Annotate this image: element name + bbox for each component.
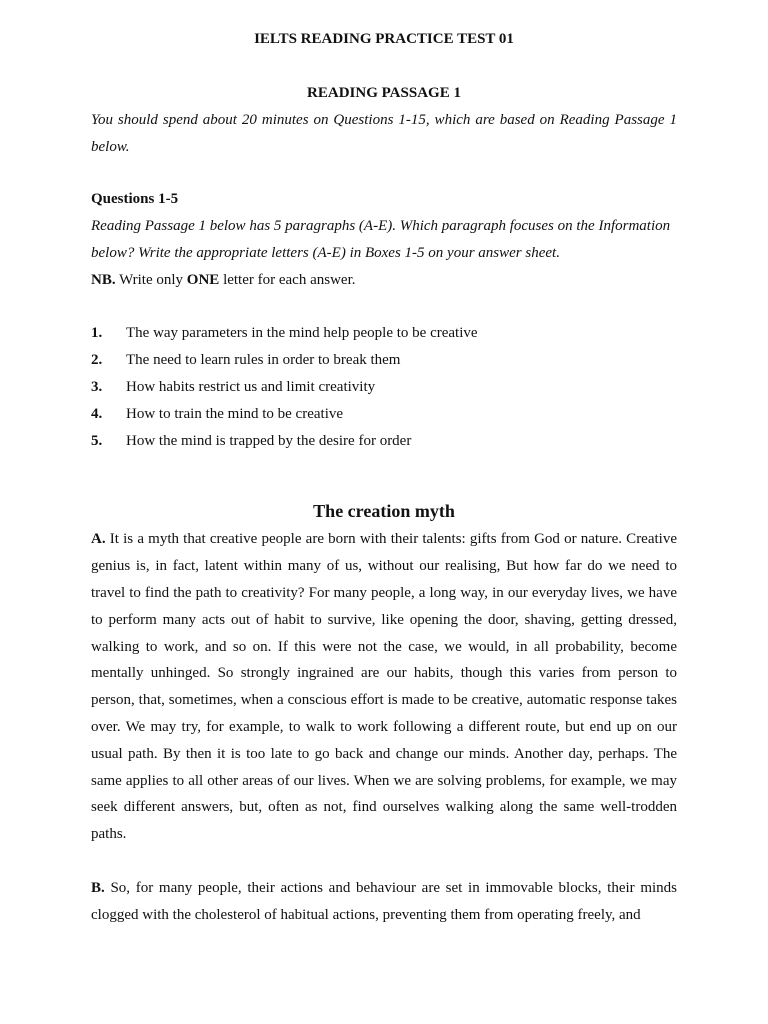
- nb-label: NB.: [91, 271, 116, 288]
- paragraph-text: It is a myth that creative people are born with their talents: gifts from God or nature. Creative genius is, in fact, latent within many of us, without our realising, But how far do we need to travel to find the path to creativity? For many people, a long way, in our everyday lives, we have to perform many acts out of habit to survive, like opening the door, shaving, getting dressed, walking to work, and so on. If this were not the case, we would, in all probability, become mentally unhinged. So strongly ingrained are our habits, though this varies from person to person, that, sometimes, when a conscious effort is made to be creative, automatic response takes over. We may try, for example, to walk to work following a different route, but end up on our usual path. By then it is too late to go back and change our minds. Another day, perhaps. The same applies to all other areas of our lives. When we are solving problems, for example, we may seek different answers, but, often as not, find ourselves walking along the same well-trodden paths.: [91, 531, 677, 843]
- passage-instructions: You should spend about 20 minutes on Questions 1-15, which are based on Reading Passage 1 below.: [91, 111, 677, 155]
- questions-heading: Questions 1-5: [91, 191, 179, 208]
- question-text: How to train the mind to be creative: [126, 405, 344, 422]
- paragraph-label: A.: [91, 531, 106, 548]
- passage-heading: READING PASSAGE 1: [307, 85, 461, 101]
- question-number: 4.: [91, 405, 103, 422]
- question-item: [91, 401, 677, 428]
- question-item: [91, 428, 677, 455]
- question-number: 1.: [91, 325, 103, 342]
- paragraph-label: B.: [91, 879, 105, 896]
- question-list: [91, 320, 677, 454]
- question-text: How habits restrict us and limit creativity: [126, 378, 376, 395]
- test-title: IELTS READING PRACTICE TEST 01: [254, 31, 514, 47]
- question-text: The need to learn rules in order to break them: [126, 352, 401, 369]
- question-item: [91, 320, 677, 347]
- paragraph-text: So, for many people, their actions and behaviour are set in immovable blocks, their minds clogged with the cholesterol of habitual actions, preventing them from operating freely, and: [91, 879, 677, 923]
- nb-note: [91, 267, 677, 294]
- paragraph-a: [91, 526, 677, 848]
- document-content: [91, 26, 677, 928]
- question-text: The way parameters in the mind help people to be creative: [126, 325, 478, 342]
- questions-instructions: Reading Passage 1 below has 5 paragraphs (A-E). Which paragraph focuses on the Information below? Write the appropriate letters (A-E) in Boxes 1-5 on your answer sheet.: [91, 218, 671, 261]
- question-number: 3.: [91, 378, 103, 395]
- article-title: The creation myth: [313, 501, 455, 522]
- question-number: 5.: [91, 432, 103, 449]
- nb-emphasis: ONE: [186, 271, 220, 288]
- question-item: [91, 374, 677, 401]
- paragraph-b: [91, 875, 677, 929]
- nb-text-after: letter for each answer.: [219, 271, 356, 288]
- nb-text-before: Write only: [115, 271, 187, 288]
- question-number: 2.: [91, 352, 103, 369]
- question-text: How the mind is trapped by the desire for order: [126, 432, 412, 449]
- question-item: [91, 347, 677, 374]
